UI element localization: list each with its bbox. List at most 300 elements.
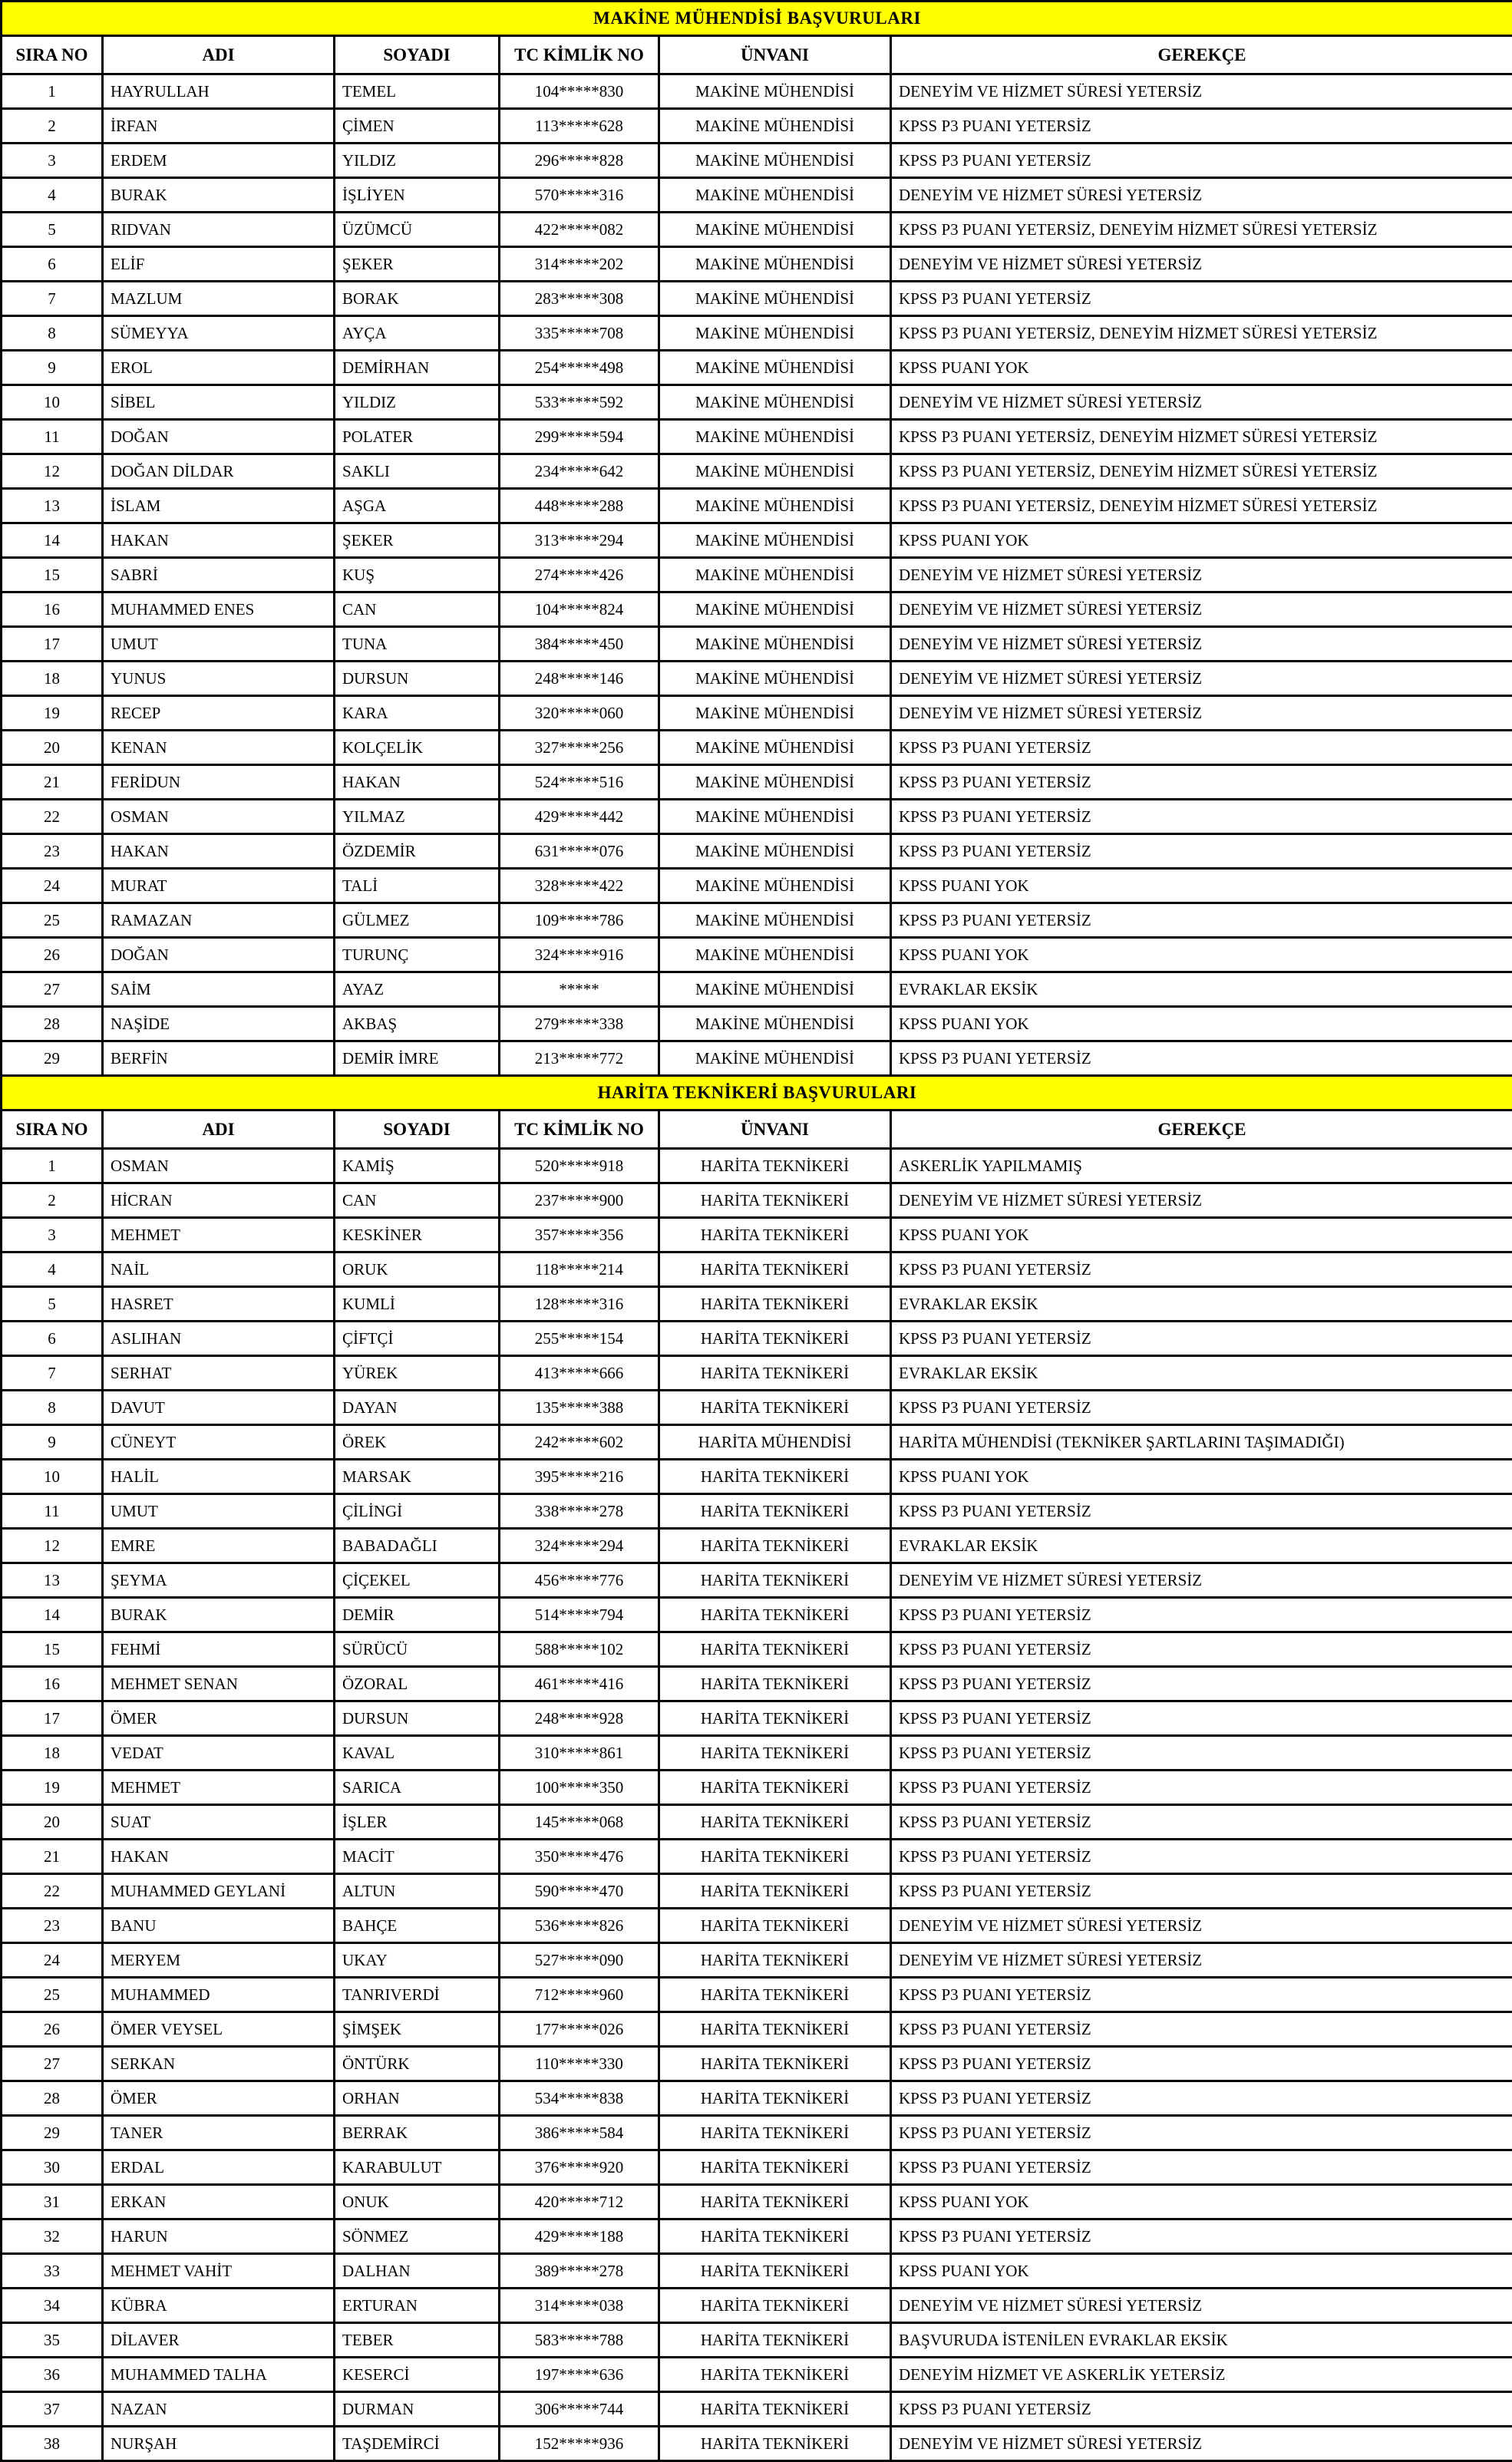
cell-gerekce: KPSS P3 PUANI YETERSİZ xyxy=(891,109,1512,144)
cell-soyadi: SÜRÜCÜ xyxy=(335,1632,500,1667)
cell-sira-no: 18 xyxy=(2,662,103,696)
cell-gerekce: DENEYİM VE HİZMET SÜRESİ YETERSİZ xyxy=(891,2289,1512,2323)
cell-adi: SAİM xyxy=(103,972,335,1007)
cell-tc-kimlik-no: 386*****584 xyxy=(500,2116,659,2150)
cell-adi: HAKAN xyxy=(103,834,335,869)
cell-soyadi: ALTUN xyxy=(335,1874,500,1909)
cell-adi: DOĞAN DİLDAR xyxy=(103,454,335,489)
cell-soyadi: KARABULUT xyxy=(335,2150,500,2185)
cell-tc-kimlik-no: 324*****916 xyxy=(500,938,659,972)
cell-gerekce: EVRAKLAR EKSİK xyxy=(891,1287,1512,1322)
cell-soyadi: CAN xyxy=(335,1183,500,1218)
cell-tc-kimlik-no: 248*****928 xyxy=(500,1701,659,1736)
table-row xyxy=(2,316,1512,351)
cell-sira-no: 37 xyxy=(2,2392,103,2427)
cell-soyadi: ŞİMŞEK xyxy=(335,2012,500,2047)
cell-soyadi: ŞEKER xyxy=(335,523,500,558)
cell-sira-no: 32 xyxy=(2,2219,103,2254)
cell-tc-kimlik-no: 152*****936 xyxy=(500,2427,659,2461)
applications-tbody xyxy=(2,2,1512,2461)
cell-unvani: HARİTA TEKNİKERİ xyxy=(659,1529,891,1563)
cell-unvani: MAKİNE MÜHENDİSİ xyxy=(659,1041,891,1076)
table-row xyxy=(2,765,1512,800)
cell-gerekce: KPSS P3 PUANI YETERSİZ, DENEYİM HİZMET SÜRESİ YETERSİZ xyxy=(891,489,1512,523)
cell-unvani: HARİTA TEKNİKERİ xyxy=(659,1287,891,1322)
column-header-row xyxy=(2,36,1512,74)
cell-gerekce: KPSS P3 PUANI YETERSİZ xyxy=(891,1874,1512,1909)
table-row xyxy=(2,2047,1512,2081)
cell-soyadi: BAHÇE xyxy=(335,1909,500,1943)
cell-unvani: HARİTA TEKNİKERİ xyxy=(659,2323,891,2358)
table-row xyxy=(2,800,1512,834)
cell-tc-kimlik-no: 237*****900 xyxy=(500,1183,659,1218)
cell-adi: MEHMET xyxy=(103,1218,335,1252)
cell-soyadi: ONUK xyxy=(335,2185,500,2219)
cell-sira-no: 24 xyxy=(2,869,103,903)
cell-soyadi: KOLÇELİK xyxy=(335,731,500,765)
cell-gerekce: KPSS P3 PUANI YETERSİZ xyxy=(891,1805,1512,1840)
table-row xyxy=(2,1041,1512,1076)
cell-sira-no: 19 xyxy=(2,1771,103,1805)
cell-unvani: HARİTA TEKNİKERİ xyxy=(659,1218,891,1252)
cell-adi: ASLIHAN xyxy=(103,1322,335,1356)
cell-gerekce: KPSS PUANI YOK xyxy=(891,1007,1512,1041)
cell-sira-no: 25 xyxy=(2,1978,103,2012)
cell-gerekce: KPSS P3 PUANI YETERSİZ, DENEYİM HİZMET SÜRESİ YETERSİZ xyxy=(891,213,1512,247)
cell-adi: TANER xyxy=(103,2116,335,2150)
cell-tc-kimlik-no: 135*****388 xyxy=(500,1391,659,1425)
cell-unvani: MAKİNE MÜHENDİSİ xyxy=(659,696,891,731)
cell-adi: ÖMER xyxy=(103,2081,335,2116)
table-row xyxy=(2,1494,1512,1529)
cell-sira-no: 21 xyxy=(2,765,103,800)
cell-tc-kimlik-no: 338*****278 xyxy=(500,1494,659,1529)
cell-sira-no: 17 xyxy=(2,1701,103,1736)
cell-gerekce: DENEYİM VE HİZMET SÜRESİ YETERSİZ xyxy=(891,627,1512,662)
cell-sira-no: 13 xyxy=(2,489,103,523)
cell-soyadi: YILMAZ xyxy=(335,800,500,834)
cell-gerekce: KPSS P3 PUANI YETERSİZ xyxy=(891,1736,1512,1771)
cell-adi: HAKAN xyxy=(103,523,335,558)
cell-soyadi: DURSUN xyxy=(335,662,500,696)
table-row xyxy=(2,1218,1512,1252)
cell-sira-no: 9 xyxy=(2,1425,103,1460)
cell-tc-kimlik-no: 422*****082 xyxy=(500,213,659,247)
cell-sira-no: 10 xyxy=(2,1460,103,1494)
cell-adi: OSMAN xyxy=(103,1149,335,1183)
cell-soyadi: TAŞDEMİRCİ xyxy=(335,2427,500,2461)
cell-gerekce: KPSS P3 PUANI YETERSİZ xyxy=(891,1701,1512,1736)
cell-gerekce: KPSS P3 PUANI YETERSİZ xyxy=(891,903,1512,938)
cell-unvani: HARİTA TEKNİKERİ xyxy=(659,1183,891,1218)
cell-tc-kimlik-no: 384*****450 xyxy=(500,627,659,662)
cell-unvani: HARİTA TEKNİKERİ xyxy=(659,1252,891,1287)
table-row xyxy=(2,74,1512,109)
cell-sira-no: 13 xyxy=(2,1563,103,1598)
column-header-sira-no: SIRA NO xyxy=(2,36,103,74)
cell-adi: SİBEL xyxy=(103,385,335,420)
table-row xyxy=(2,696,1512,731)
cell-tc-kimlik-no: 113*****628 xyxy=(500,109,659,144)
table-row xyxy=(2,1632,1512,1667)
cell-unvani: MAKİNE MÜHENDİSİ xyxy=(659,144,891,178)
cell-soyadi: ÇİLİNGİ xyxy=(335,1494,500,1529)
cell-sira-no: 33 xyxy=(2,2254,103,2289)
cell-gerekce: BAŞVURUDA İSTENİLEN EVRAKLAR EKSİK xyxy=(891,2323,1512,2358)
cell-sira-no: 1 xyxy=(2,74,103,109)
cell-gerekce: KPSS P3 PUANI YETERSİZ xyxy=(891,1041,1512,1076)
cell-gerekce: DENEYİM VE HİZMET SÜRESİ YETERSİZ xyxy=(891,1563,1512,1598)
cell-soyadi: ORHAN xyxy=(335,2081,500,2116)
cell-gerekce: DENEYİM VE HİZMET SÜRESİ YETERSİZ xyxy=(891,558,1512,592)
cell-unvani: HARİTA TEKNİKERİ xyxy=(659,1701,891,1736)
table-row xyxy=(2,2116,1512,2150)
cell-adi: KÜBRA xyxy=(103,2289,335,2323)
cell-adi: RIDVAN xyxy=(103,213,335,247)
cell-adi: MUHAMMED GEYLANİ xyxy=(103,1874,335,1909)
cell-tc-kimlik-no: 310*****861 xyxy=(500,1736,659,1771)
cell-adi: HİCRAN xyxy=(103,1183,335,1218)
cell-sira-no: 2 xyxy=(2,1183,103,1218)
table-row xyxy=(2,2185,1512,2219)
cell-tc-kimlik-no: 234*****642 xyxy=(500,454,659,489)
cell-soyadi: AYAZ xyxy=(335,972,500,1007)
table-row xyxy=(2,1149,1512,1183)
table-row xyxy=(2,109,1512,144)
cell-sira-no: 6 xyxy=(2,247,103,282)
table-row xyxy=(2,1771,1512,1805)
column-header-tc-kimlik-no: TC KİMLİK NO xyxy=(500,1111,659,1149)
cell-unvani: HARİTA TEKNİKERİ xyxy=(659,2116,891,2150)
cell-tc-kimlik-no: 283*****308 xyxy=(500,282,659,316)
cell-soyadi: SAKLI xyxy=(335,454,500,489)
cell-soyadi: TEMEL xyxy=(335,74,500,109)
cell-adi: NURŞAH xyxy=(103,2427,335,2461)
cell-soyadi: MACİT xyxy=(335,1840,500,1874)
cell-sira-no: 4 xyxy=(2,178,103,213)
cell-adi: UMUT xyxy=(103,627,335,662)
cell-sira-no: 15 xyxy=(2,558,103,592)
cell-sira-no: 7 xyxy=(2,1356,103,1391)
cell-unvani: HARİTA TEKNİKERİ xyxy=(659,1978,891,2012)
cell-gerekce: KPSS P3 PUANI YETERSİZ xyxy=(891,1771,1512,1805)
cell-tc-kimlik-no: 274*****426 xyxy=(500,558,659,592)
cell-adi: SUAT xyxy=(103,1805,335,1840)
cell-sira-no: 19 xyxy=(2,696,103,731)
cell-unvani: MAKİNE MÜHENDİSİ xyxy=(659,834,891,869)
column-header-sira-no: SIRA NO xyxy=(2,1111,103,1149)
cell-adi: DAVUT xyxy=(103,1391,335,1425)
cell-sira-no: 1 xyxy=(2,1149,103,1183)
cell-unvani: HARİTA TEKNİKERİ xyxy=(659,2081,891,2116)
cell-unvani: HARİTA TEKNİKERİ xyxy=(659,2150,891,2185)
cell-unvani: HARİTA TEKNİKERİ xyxy=(659,1149,891,1183)
section-title: MAKİNE MÜHENDİSİ BAŞVURULARI xyxy=(2,2,1512,36)
table-row xyxy=(2,2323,1512,2358)
cell-unvani: MAKİNE MÜHENDİSİ xyxy=(659,938,891,972)
cell-tc-kimlik-no: 570*****316 xyxy=(500,178,659,213)
cell-adi: ERDAL xyxy=(103,2150,335,2185)
cell-unvani: HARİTA TEKNİKERİ xyxy=(659,1460,891,1494)
table-row xyxy=(2,1701,1512,1736)
table-row xyxy=(2,1563,1512,1598)
table-row xyxy=(2,1356,1512,1391)
cell-tc-kimlik-no: 389*****278 xyxy=(500,2254,659,2289)
cell-unvani: MAKİNE MÜHENDİSİ xyxy=(659,558,891,592)
table-row xyxy=(2,420,1512,454)
cell-sira-no: 8 xyxy=(2,1391,103,1425)
cell-soyadi: YÜREK xyxy=(335,1356,500,1391)
cell-soyadi: KUŞ xyxy=(335,558,500,592)
cell-unvani: HARİTA TEKNİKERİ xyxy=(659,1391,891,1425)
table-row xyxy=(2,1529,1512,1563)
cell-tc-kimlik-no: 128*****316 xyxy=(500,1287,659,1322)
cell-tc-kimlik-no: 299*****594 xyxy=(500,420,659,454)
column-header-soyadi: SOYADI xyxy=(335,1111,500,1149)
cell-tc-kimlik-no: 429*****188 xyxy=(500,2219,659,2254)
cell-gerekce: KPSS PUANI YOK xyxy=(891,869,1512,903)
table-row xyxy=(2,2012,1512,2047)
cell-unvani: HARİTA TEKNİKERİ xyxy=(659,2219,891,2254)
table-row xyxy=(2,1667,1512,1701)
cell-adi: MAZLUM xyxy=(103,282,335,316)
table-row xyxy=(2,2081,1512,2116)
cell-unvani: MAKİNE MÜHENDİSİ xyxy=(659,523,891,558)
cell-tc-kimlik-no: 514*****794 xyxy=(500,1598,659,1632)
cell-gerekce: DENEYİM VE HİZMET SÜRESİ YETERSİZ xyxy=(891,385,1512,420)
section-title-row xyxy=(2,1076,1512,1111)
table-row xyxy=(2,1322,1512,1356)
cell-tc-kimlik-no: 413*****666 xyxy=(500,1356,659,1391)
cell-sira-no: 6 xyxy=(2,1322,103,1356)
cell-unvani: HARİTA TEKNİKERİ xyxy=(659,1874,891,1909)
cell-unvani: HARİTA TEKNİKERİ xyxy=(659,1632,891,1667)
cell-soyadi: BORAK xyxy=(335,282,500,316)
cell-tc-kimlik-no: 583*****788 xyxy=(500,2323,659,2358)
cell-adi: FEHMİ xyxy=(103,1632,335,1667)
cell-tc-kimlik-no: 448*****288 xyxy=(500,489,659,523)
cell-gerekce: DENEYİM VE HİZMET SÜRESİ YETERSİZ xyxy=(891,1943,1512,1978)
cell-adi: NAİL xyxy=(103,1252,335,1287)
cell-gerekce: KPSS P3 PUANI YETERSİZ xyxy=(891,1632,1512,1667)
cell-unvani: MAKİNE MÜHENDİSİ xyxy=(659,1007,891,1041)
table-row xyxy=(2,2427,1512,2461)
cell-sira-no: 14 xyxy=(2,1598,103,1632)
cell-sira-no: 24 xyxy=(2,1943,103,1978)
cell-adi: SERHAT xyxy=(103,1356,335,1391)
table-row xyxy=(2,489,1512,523)
cell-soyadi: MARSAK xyxy=(335,1460,500,1494)
cell-sira-no: 5 xyxy=(2,213,103,247)
cell-gerekce: DENEYİM HİZMET VE ASKERLİK YETERSİZ xyxy=(891,2358,1512,2392)
cell-gerekce: EVRAKLAR EKSİK xyxy=(891,1529,1512,1563)
cell-sira-no: 11 xyxy=(2,1494,103,1529)
cell-gerekce: DENEYİM VE HİZMET SÜRESİ YETERSİZ xyxy=(891,247,1512,282)
table-row xyxy=(2,1736,1512,1771)
cell-gerekce: DENEYİM VE HİZMET SÜRESİ YETERSİZ xyxy=(891,696,1512,731)
table-row xyxy=(2,2150,1512,2185)
cell-unvani: MAKİNE MÜHENDİSİ xyxy=(659,247,891,282)
table-row xyxy=(2,247,1512,282)
cell-sira-no: 22 xyxy=(2,800,103,834)
column-header-row xyxy=(2,1111,1512,1149)
cell-adi: MUHAMMED xyxy=(103,1978,335,2012)
cell-soyadi: BABADAĞLI xyxy=(335,1529,500,1563)
cell-adi: RAMAZAN xyxy=(103,903,335,938)
cell-unvani: HARİTA TEKNİKERİ xyxy=(659,2392,891,2427)
cell-sira-no: 21 xyxy=(2,1840,103,1874)
cell-adi: EMRE xyxy=(103,1529,335,1563)
cell-adi: ÖMER VEYSEL xyxy=(103,2012,335,2047)
cell-adi: DOĞAN xyxy=(103,938,335,972)
cell-sira-no: 28 xyxy=(2,1007,103,1041)
table-row xyxy=(2,1909,1512,1943)
cell-adi: HASRET xyxy=(103,1287,335,1322)
cell-sira-no: 10 xyxy=(2,385,103,420)
cell-tc-kimlik-no: 588*****102 xyxy=(500,1632,659,1667)
cell-tc-kimlik-no: 520*****918 xyxy=(500,1149,659,1183)
cell-gerekce: KPSS P3 PUANI YETERSİZ xyxy=(891,1598,1512,1632)
cell-adi: BURAK xyxy=(103,178,335,213)
cell-gerekce: KPSS P3 PUANI YETERSİZ, DENEYİM HİZMET SÜRESİ YETERSİZ xyxy=(891,420,1512,454)
table-row xyxy=(2,592,1512,627)
cell-gerekce: KPSS P3 PUANI YETERSİZ xyxy=(891,2219,1512,2254)
cell-sira-no: 9 xyxy=(2,351,103,385)
cell-gerekce: DENEYİM VE HİZMET SÜRESİ YETERSİZ xyxy=(891,1909,1512,1943)
cell-gerekce: KPSS P3 PUANI YETERSİZ xyxy=(891,765,1512,800)
cell-unvani: MAKİNE MÜHENDİSİ xyxy=(659,74,891,109)
cell-gerekce: EVRAKLAR EKSİK xyxy=(891,1356,1512,1391)
cell-sira-no: 12 xyxy=(2,454,103,489)
cell-sira-no: 20 xyxy=(2,731,103,765)
cell-adi: MEHMET VAHİT xyxy=(103,2254,335,2289)
cell-adi: ELİF xyxy=(103,247,335,282)
cell-sira-no: 26 xyxy=(2,2012,103,2047)
cell-unvani: HARİTA TEKNİKERİ xyxy=(659,1563,891,1598)
table-row xyxy=(2,385,1512,420)
cell-adi: NAZAN xyxy=(103,2392,335,2427)
cell-soyadi: SÖNMEZ xyxy=(335,2219,500,2254)
cell-adi: HAKAN xyxy=(103,1840,335,1874)
cell-soyadi: DURSUN xyxy=(335,1701,500,1736)
cell-tc-kimlik-no: 248*****146 xyxy=(500,662,659,696)
cell-soyadi: KESERCİ xyxy=(335,2358,500,2392)
table-row xyxy=(2,1183,1512,1218)
cell-unvani: HARİTA TEKNİKERİ xyxy=(659,2254,891,2289)
cell-sira-no: 4 xyxy=(2,1252,103,1287)
cell-gerekce: DENEYİM VE HİZMET SÜRESİ YETERSİZ xyxy=(891,74,1512,109)
cell-sira-no: 23 xyxy=(2,834,103,869)
table-row xyxy=(2,1943,1512,1978)
cell-soyadi: SARICA xyxy=(335,1771,500,1805)
cell-adi: DİLAVER xyxy=(103,2323,335,2358)
cell-sira-no: 16 xyxy=(2,592,103,627)
table-row xyxy=(2,1007,1512,1041)
cell-soyadi: BERRAK xyxy=(335,2116,500,2150)
cell-tc-kimlik-no: 254*****498 xyxy=(500,351,659,385)
cell-soyadi: KAMİŞ xyxy=(335,1149,500,1183)
cell-gerekce: HARİTA MÜHENDİSİ (TEKNİKER ŞARTLARINI TAŞIMADIĞI) xyxy=(891,1425,1512,1460)
cell-unvani: HARİTA TEKNİKERİ xyxy=(659,1736,891,1771)
cell-gerekce: KPSS P3 PUANI YETERSİZ, DENEYİM HİZMET SÜRESİ YETERSİZ xyxy=(891,316,1512,351)
table-row xyxy=(2,282,1512,316)
cell-adi: ERDEM xyxy=(103,144,335,178)
cell-unvani: MAKİNE MÜHENDİSİ xyxy=(659,385,891,420)
cell-soyadi: DAYAN xyxy=(335,1391,500,1425)
column-header-tc-kimlik-no: TC KİMLİK NO xyxy=(500,36,659,74)
cell-gerekce: ASKERLİK YAPILMAMIŞ xyxy=(891,1149,1512,1183)
cell-sira-no: 3 xyxy=(2,144,103,178)
cell-gerekce: KPSS P3 PUANI YETERSİZ xyxy=(891,2012,1512,2047)
cell-soyadi: YILDIZ xyxy=(335,385,500,420)
cell-unvani: MAKİNE MÜHENDİSİ xyxy=(659,765,891,800)
cell-adi: FERİDUN xyxy=(103,765,335,800)
cell-soyadi: DEMİR İMRE xyxy=(335,1041,500,1076)
cell-sira-no: 34 xyxy=(2,2289,103,2323)
table-row xyxy=(2,869,1512,903)
cell-unvani: MAKİNE MÜHENDİSİ xyxy=(659,592,891,627)
cell-adi: SERKAN xyxy=(103,2047,335,2081)
table-row xyxy=(2,731,1512,765)
cell-soyadi: TALİ xyxy=(335,869,500,903)
cell-soyadi: AŞGA xyxy=(335,489,500,523)
cell-tc-kimlik-no: 110*****330 xyxy=(500,2047,659,2081)
cell-adi: DOĞAN xyxy=(103,420,335,454)
cell-tc-kimlik-no: 631*****076 xyxy=(500,834,659,869)
cell-soyadi: AKBAŞ xyxy=(335,1007,500,1041)
cell-tc-kimlik-no: 350*****476 xyxy=(500,1840,659,1874)
cell-sira-no: 16 xyxy=(2,1667,103,1701)
cell-soyadi: ÖZORAL xyxy=(335,1667,500,1701)
cell-unvani: MAKİNE MÜHENDİSİ xyxy=(659,454,891,489)
cell-sira-no: 20 xyxy=(2,1805,103,1840)
cell-sira-no: 15 xyxy=(2,1632,103,1667)
cell-sira-no: 14 xyxy=(2,523,103,558)
table-row xyxy=(2,1252,1512,1287)
cell-unvani: HARİTA TEKNİKERİ xyxy=(659,2047,891,2081)
cell-adi: OSMAN xyxy=(103,800,335,834)
cell-unvani: MAKİNE MÜHENDİSİ xyxy=(659,800,891,834)
cell-soyadi: TANRIVERDİ xyxy=(335,1978,500,2012)
table-row xyxy=(2,1978,1512,2012)
cell-tc-kimlik-no: 118*****214 xyxy=(500,1252,659,1287)
column-header-gerekce: GEREKÇE xyxy=(891,1111,1512,1149)
cell-soyadi: ÖNTÜRK xyxy=(335,2047,500,2081)
cell-tc-kimlik-no: 279*****338 xyxy=(500,1007,659,1041)
table-row xyxy=(2,627,1512,662)
cell-adi: İRFAN xyxy=(103,109,335,144)
cell-unvani: HARİTA TEKNİKERİ xyxy=(659,2289,891,2323)
cell-adi: CÜNEYT xyxy=(103,1425,335,1460)
cell-adi: VEDAT xyxy=(103,1736,335,1771)
cell-tc-kimlik-no: 328*****422 xyxy=(500,869,659,903)
cell-tc-kimlik-no: 314*****038 xyxy=(500,2289,659,2323)
cell-soyadi: DEMİR xyxy=(335,1598,500,1632)
cell-gerekce: KPSS P3 PUANI YETERSİZ xyxy=(891,1252,1512,1287)
cell-adi: MEHMET SENAN xyxy=(103,1667,335,1701)
cell-gerekce: DENEYİM VE HİZMET SÜRESİ YETERSİZ xyxy=(891,592,1512,627)
cell-soyadi: ÖREK xyxy=(335,1425,500,1460)
cell-tc-kimlik-no: 104*****824 xyxy=(500,592,659,627)
cell-sira-no: 25 xyxy=(2,903,103,938)
column-header-adi: ADI xyxy=(103,36,335,74)
cell-soyadi: POLATER xyxy=(335,420,500,454)
column-header-adi: ADI xyxy=(103,1111,335,1149)
cell-soyadi: TURUNÇ xyxy=(335,938,500,972)
cell-sira-no: 29 xyxy=(2,1041,103,1076)
table-row xyxy=(2,662,1512,696)
cell-sira-no: 29 xyxy=(2,2116,103,2150)
